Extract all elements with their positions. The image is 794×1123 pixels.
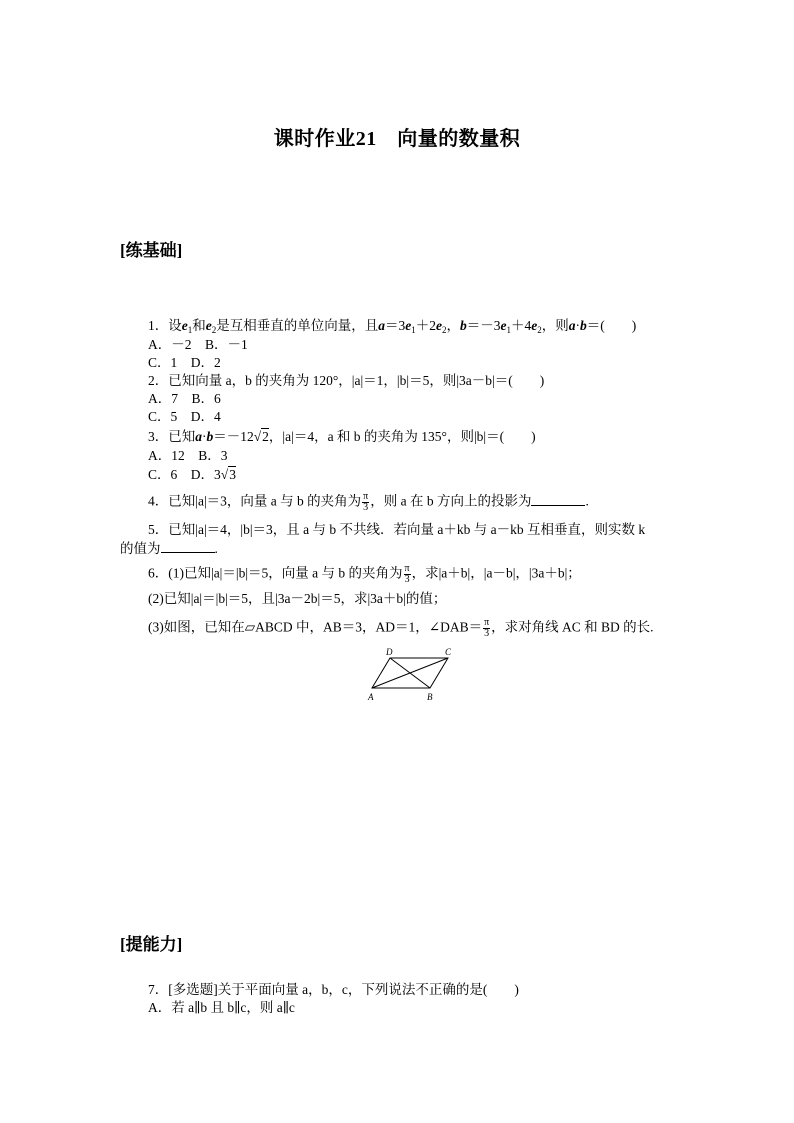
label-c: C xyxy=(445,647,452,657)
q6-part3: (3)如图，已知在▱ABCD 中，AB＝3，AD＝1，∠DAB＝ $\frac{\pi}{3}$ ，求对角线 AC 和 BD 的长. xyxy=(148,617,654,639)
page-title: 课时作业21 向量的数量积 xyxy=(273,128,521,150)
q4-blank xyxy=(531,493,585,506)
q5-blank xyxy=(161,540,215,553)
label-a: A xyxy=(368,692,374,702)
q3-options-cd: C．6 D．3√3 xyxy=(148,467,236,482)
q5-line1: 5．已知|a|＝4，|b|＝3，且 a 与 b 不共线．若向量 a＋kb 与 a－kb 互相垂直，则实数 k xyxy=(148,522,646,537)
q1-options-cd: C．1 D．2 xyxy=(148,355,221,370)
q6-fraction-2: $\frac{\pi}{3}$ xyxy=(484,617,490,639)
section-advanced: [提能力] xyxy=(120,935,183,954)
q2-options-ab: A．7 B．6 xyxy=(148,391,221,406)
q6-part2: (2)已知|a|＝|b|＝5，且|3a－2b|＝5，求|3a＋b|的值； xyxy=(148,591,447,606)
q4-fraction: $\frac{\pi}{3}$ xyxy=(363,491,369,513)
q4-stem: 4．已知|a|＝3，向量 a 与 b 的夹角为 $\frac{\pi}{3}$ ，则 a 在 b 方向上的投影为 . xyxy=(148,491,589,513)
q6-fraction-1: $\frac{\pi}{3}$ xyxy=(404,563,410,585)
q1-options-ab: A．－2 B．－1 xyxy=(148,337,248,352)
q7-option-a: A．若 a∥b 且 b∥c，则 a∥c xyxy=(148,1000,295,1015)
label-d: D xyxy=(386,647,393,657)
section-basic: [练基础] xyxy=(120,241,183,260)
q7-stem: 7．[多选题]关于平面向量 a，b，c，下列说法不正确的是( ) xyxy=(148,982,519,997)
q5-line2: 的值为 . xyxy=(120,541,218,556)
label-b: B xyxy=(427,692,433,702)
q2-options-cd: C．5 D．4 xyxy=(148,409,221,424)
q2-stem: 2．已知向量 a，b 的夹角为 120°，|a|＝1，|b|＝5，则|3a－b|＝( ) xyxy=(148,373,545,388)
q1-stem: 1．设$e_1$和$e_2$是互相垂直的单位向量，且$a=3e_1+2e_2$，$b=-3e_1+4e_2$，则a·b＝( ) xyxy=(148,318,637,335)
q3-options-ab: A．12 B．3 xyxy=(148,448,228,463)
parallelogram-figure xyxy=(362,645,462,707)
q6-part1: 6．(1)已知|a|＝|b|＝5，向量 a 与 b 的夹角为 $\frac{\pi}{3}$ ，求|a＋b|，|a－b|，|3a＋b|； xyxy=(148,563,581,585)
q3-stem: 3．已知a·b＝－12√2，|a|＝4，a 和 b 的夹角为 135°，则|b|＝( ) xyxy=(148,429,536,444)
